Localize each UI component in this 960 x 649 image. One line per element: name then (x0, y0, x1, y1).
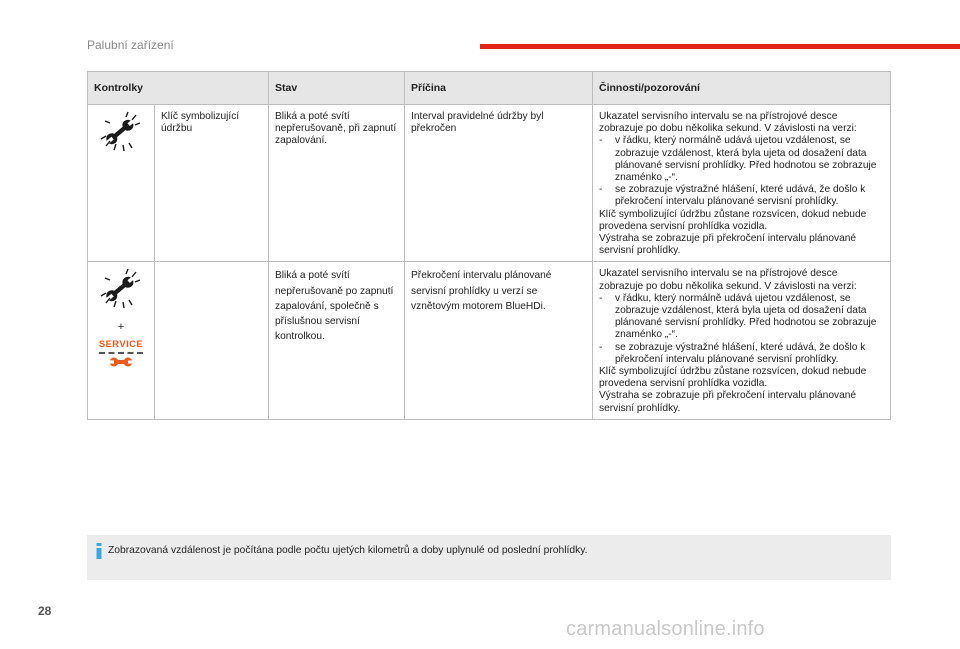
notes-cell (593, 105, 891, 262)
service-wrench-icon (94, 339, 148, 372)
icon-cell (88, 262, 155, 419)
notes-outro: Klíč symbolizující údržbu zůstane rozsvícen, dokud nebude provedena servisní prohlídka vozidla. (599, 208, 867, 232)
table-row (88, 262, 891, 419)
notes-list (599, 135, 884, 208)
wrench-icon (98, 143, 144, 154)
service-label: SERVICE (98, 338, 144, 350)
notes-bullet: - v řádku, který normálně udává ujetou vzdálenost, se zobrazuje vzdálenost, která byla ujeta od dosažení data plánované servisní prohlídky. Před hodnotou se zobrazuje znaménko „-“. (599, 293, 884, 342)
plus-sign: + (117, 320, 125, 333)
header-accent-bar (480, 44, 960, 49)
notes-intro: Ukazatel servisního intervalu se na přístrojové desce zobrazuje po dobu několika sekund. V závislosti na verzi: (599, 111, 857, 135)
column-header-pricina: Příčina (405, 72, 593, 105)
notes-list (599, 293, 884, 366)
cause-text: Interval pravidelné údržby byl překročen (405, 105, 593, 262)
column-header-kontrolky: Kontrolky (88, 72, 269, 105)
light-name: Klíč symbolizující údržbu (155, 105, 269, 262)
notes-outro: Výstraha se zobrazuje při překročení intervalu plánované servisní prohlídky. (599, 233, 857, 257)
notes-intro: Ukazatel servisního intervalu se na přístrojové desce zobrazuje po dobu několika sekund. V závislosti na verzi: (599, 268, 857, 292)
wrench-icon (98, 300, 144, 311)
info-note (87, 535, 891, 580)
notes-bullet: - se zobrazuje výstražné hlášení, které udává, že došlo k překročení intervalu plánované servisní prohlídky. (599, 342, 884, 366)
warning-lights-table (87, 71, 891, 420)
watermark: carmanualsonline.info (566, 618, 765, 640)
page-number: 28 (38, 604, 52, 618)
notes-outro: Klíč symbolizující údržbu zůstane rozsvícen, dokud nebude provedena servisní prohlídka vozidla. (599, 366, 867, 390)
info-icon (95, 543, 103, 564)
info-text: Zobrazovaná vzdálenost je počítána podle počtu ujetých kilometrů a doby uplynulé od poslední prohlídky. (108, 545, 588, 556)
notes-outro: Výstraha se zobrazuje při překročení intervalu plánované servisní prohlídky. (599, 390, 857, 414)
notes-cell (593, 262, 891, 419)
service-dashes (99, 352, 143, 354)
status-text: Bliká a poté svítí nepřerušovaně po zapnutí zapalování, společně s příslušnou servisní kontrolkou. (269, 262, 405, 419)
column-header-stav: Stav (269, 72, 405, 105)
column-header-cinnosti: Činnosti/pozorování (593, 72, 891, 105)
notes-bullet: - v řádku, který normálně udává ujetou vzdálenost, se zobrazuje vzdálenost, která byla ujeta od dosažení data plánované servisní prohlídky. Před hodnotou se zobrazuje znaménko „-“. (599, 135, 884, 184)
icon-cell (88, 105, 155, 262)
cause-text: Překročení intervalu plánované servisní prohlídky u verzí se vznětovým motorem BlueHDi. (405, 262, 593, 419)
notes-bullet: - se zobrazuje výstražné hlášení, které udává, že došlo k překročení intervalu plánované servisní prohlídky. (599, 184, 884, 208)
table-row (88, 105, 891, 262)
light-name (155, 262, 269, 419)
table-header-row (88, 72, 891, 105)
section-title: Palubní zařízení (87, 38, 174, 52)
status-text: Bliká a poté svítí nepřerušovaně, při zapnutí zapalování. (269, 105, 405, 262)
